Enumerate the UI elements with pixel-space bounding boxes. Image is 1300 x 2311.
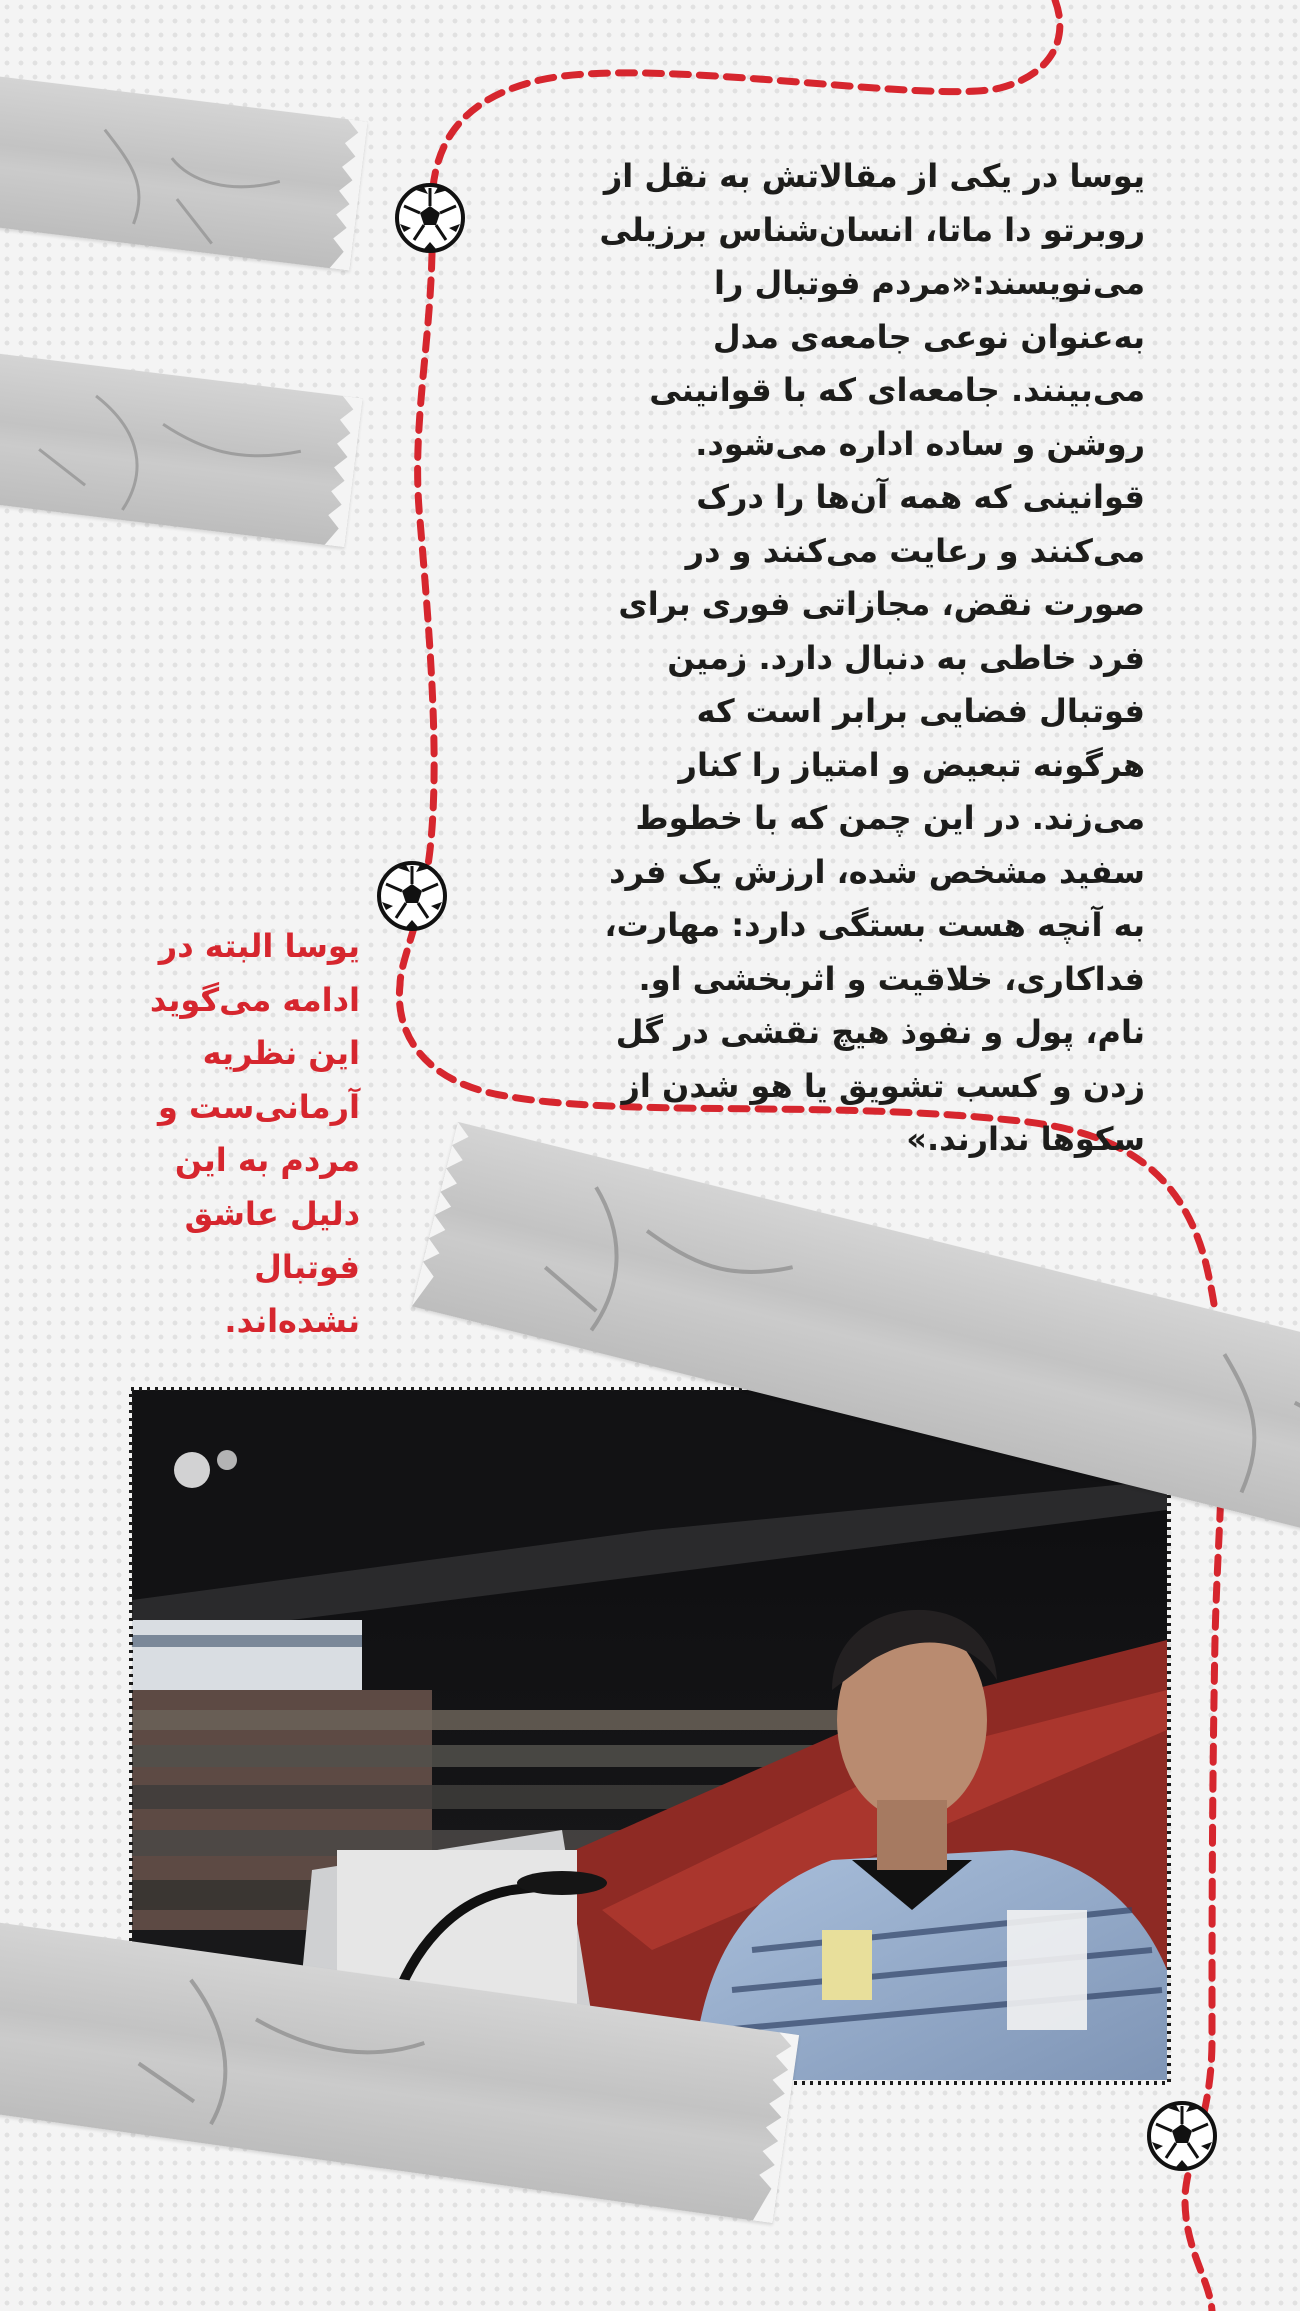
pull-quote: یوسا البته در ادامه می‌گوید این نظریه آرمانی‌ست و مردم به این دلیل عاشق فوتبال نشده‌اند. [149, 927, 360, 1340]
soccer-ball-icon [394, 182, 466, 254]
article-body: یوسا در یکی از مقالاتش به نقل از روبرتو دا ماتا، انسان‌شناس برزیلی می‌نویسند:«مردم فوتبال را به‌عنوان نوعی جامعه‌ی مدل می‌بینند. جامعه‌ای که با قوانینی روشن و ساده اداره می‌شود. قوانینی که همه آن‌ها را درک می‌کنند و رعایت می‌کنند و در صورت نقض، مجازاتی فوری برای فرد خاطی به دنبال دارد. زمین فوتبال فضایی برابر است که هرگونه تبعیض و امتیاز را کنار می‌زند. در این چمن که با خطوط سفید مشخص شده، ارزش یک فرد به آنچه هست بستگی دارد: مهارت، فداکاری، خلاقیت و اثربخشی او. نام، پول و نفوذ هیچ نقشی در گل زدن و کسب تشویق یا هو شدن از سکوها ندارند.» [599, 157, 1145, 1158]
soccer-ball-icon [1146, 2100, 1218, 2172]
soccer-ball-icon [376, 860, 448, 932]
